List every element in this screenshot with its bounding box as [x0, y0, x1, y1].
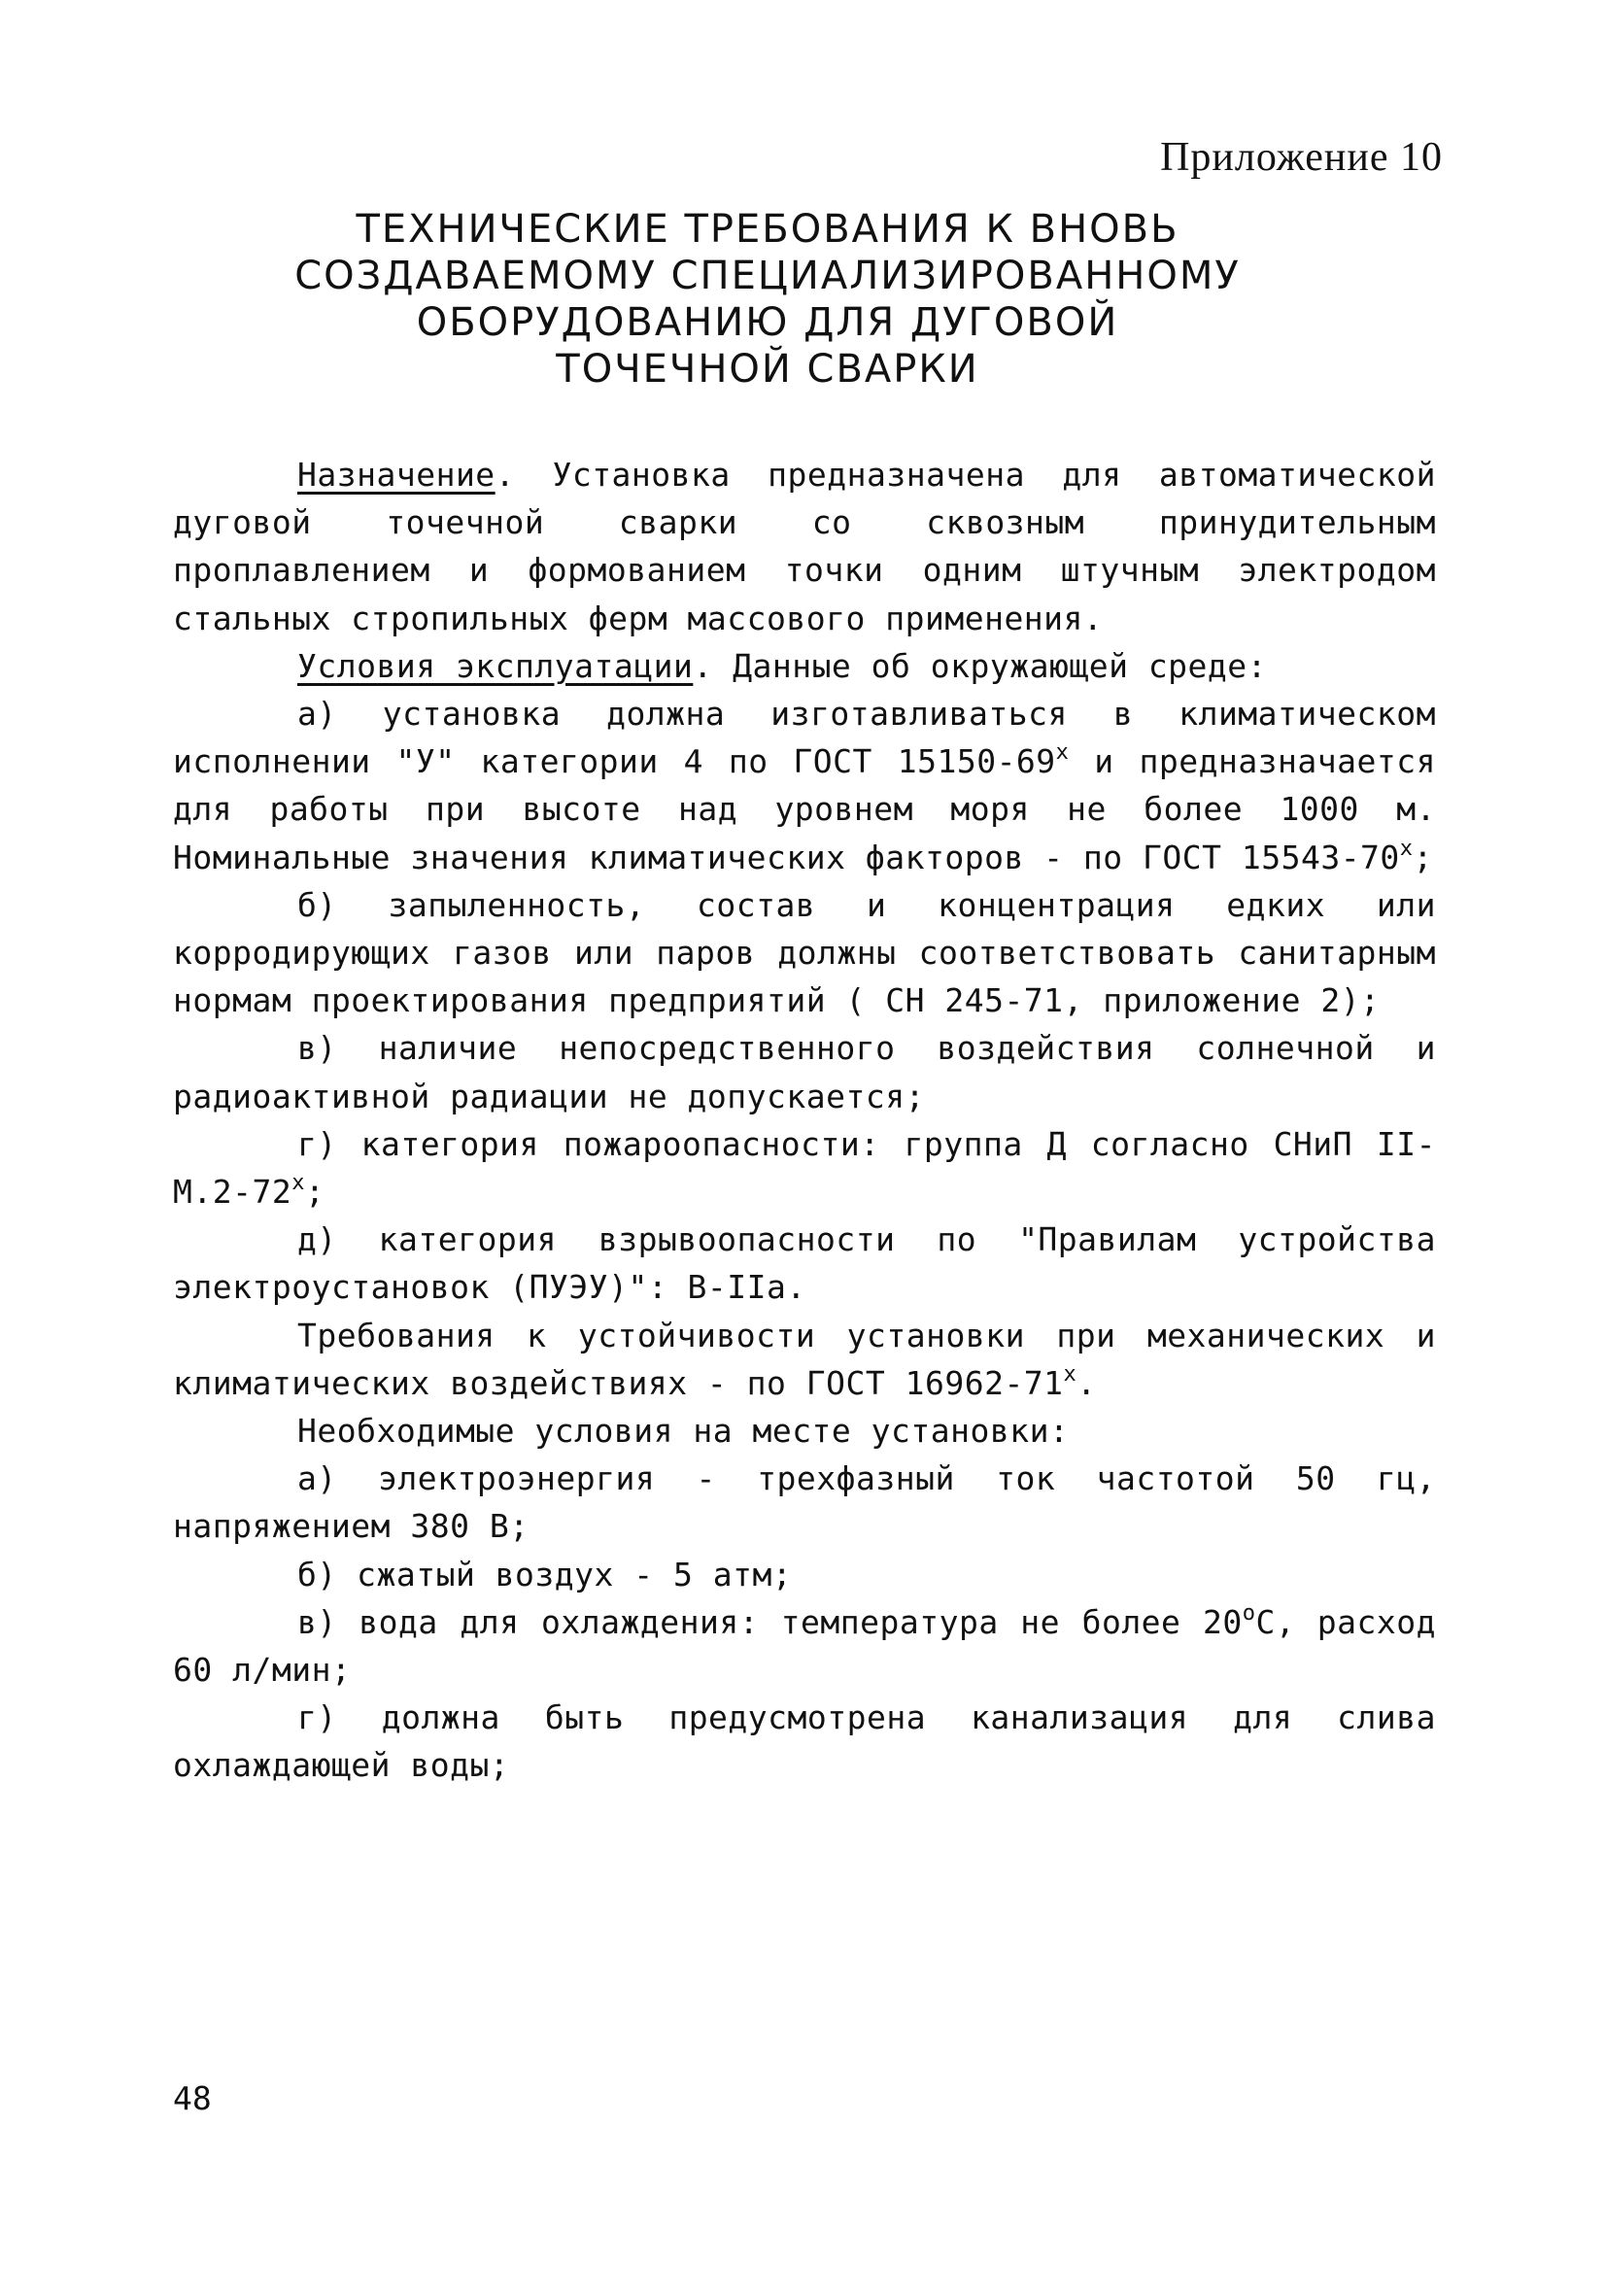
purpose-paragraph: [173, 451, 1436, 642]
site-item-b: б) сжатый воздух - 5 атм;: [297, 1555, 793, 1593]
condition-item-d: д) категория взрывоопасности по "Правилам устройства электроустановок (ПУЭУ)": В-IIа.: [173, 1220, 1436, 1307]
condition-g-end: ;: [304, 1173, 325, 1212]
stability-end: .: [1076, 1363, 1097, 1402]
document-title: [233, 206, 1302, 393]
conditions-heading: Условия эксплуатации: [297, 646, 694, 685]
footnote-mark: х: [1063, 1361, 1077, 1387]
stability-text: Требования к устойчивости установки при механических и климатических воздействиях - по ГОСТ 16962-71: [173, 1316, 1436, 1402]
conditions-text: . Данные об окружающей среде:: [693, 646, 1268, 685]
appendix-label: Приложение 10: [1160, 135, 1443, 180]
degree-mark: о: [1242, 1600, 1256, 1626]
conditions-paragraph: [173, 642, 1436, 690]
site-item-v: [173, 1598, 1436, 1694]
purpose-heading: Назначение: [297, 456, 495, 494]
footnote-mark: х: [1055, 740, 1070, 766]
document-body: [173, 451, 1436, 1790]
condition-a-text: а) установка должна изготавливаться в климатическом исполнении "У" категории 4 по ГОСТ 15150-69: [173, 695, 1436, 781]
condition-item-a: [173, 690, 1436, 881]
site-item-a: а) электроэнергия - трехфазный ток частотой 50 гц, напряжением 380 В;: [173, 1459, 1436, 1546]
site-v-text: в) вода для охлаждения: температура не более 20: [297, 1602, 1243, 1641]
condition-a-end: ;: [1413, 838, 1433, 876]
footnote-mark: х: [1399, 836, 1414, 861]
site-intro: Необходимые условия на месте установки:: [297, 1412, 1070, 1451]
condition-a-text-continued: и предназначается для работы при высоте над уровнем моря не более 1000 м. Номинальные значения климатических факторов - по ГОСТ 15543-70: [173, 742, 1436, 876]
condition-item-b: б) запыленность, состав и концентрация едких или корродирующих газов или паров должны соответствовать санитарным нормам проектирования предприятий ( СН 245-71, приложение 2);: [173, 885, 1436, 1020]
title-line: ТЕХНИЧЕСКИЕ ТРЕБОВАНИЯ К ВНОВЬ: [356, 207, 1179, 252]
page-number: 48: [173, 2079, 212, 2117]
condition-item-g: [173, 1120, 1436, 1216]
title-line: СОЗДАВАЕМОМУ СПЕЦИАЛИЗИРОВАННОМУ: [294, 254, 1241, 298]
title-line: ТОЧЕЧНОЙ СВАРКИ: [556, 347, 979, 392]
title-line: ОБОРУДОВАНИЮ ДЛЯ ДУГОВОЙ: [416, 300, 1119, 345]
condition-item-v: в) наличие непосредственного воздействия солнечной и радиоактивной радиации не допускается;: [173, 1029, 1436, 1115]
condition-g-text: г) категория пожароопасности: группа Д согласно СНиП II-М.2-72: [173, 1124, 1436, 1212]
purpose-text: . Установка предназначена для автоматической дуговой точечной сварки со сквозным принудительным проплавлением и формованием точки одним штучным электродом стальных стропильных ферм массового применения.: [173, 456, 1436, 637]
footnote-mark: х: [291, 1171, 305, 1196]
site-item-g: г) должна быть предусмотрена канализация для слива охлаждающей воды;: [173, 1698, 1436, 1785]
site-v-text-continued: С, расход 60 л/мин;: [173, 1602, 1437, 1690]
stability-paragraph: [173, 1312, 1436, 1407]
